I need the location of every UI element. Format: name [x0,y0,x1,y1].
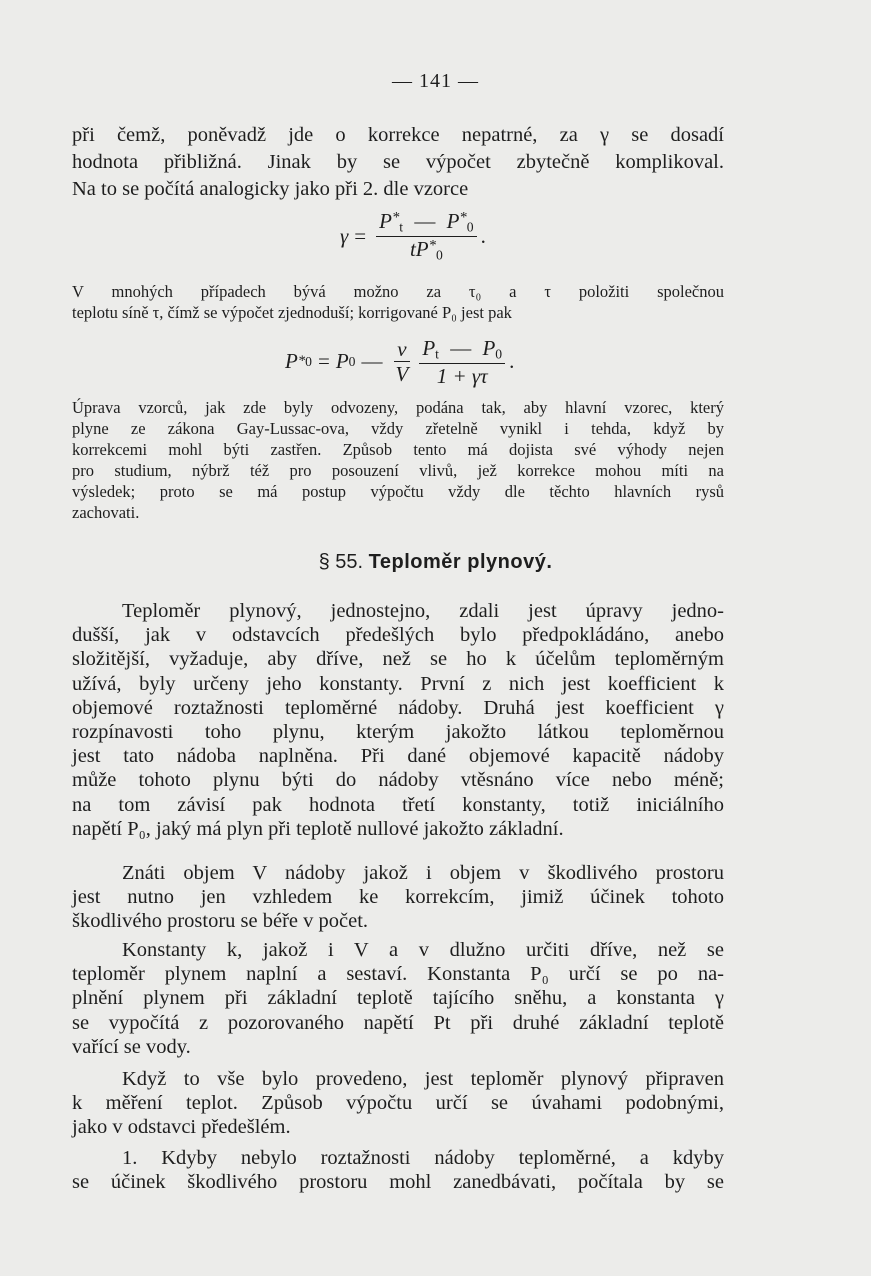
text-line: Na to se počítá analogicky jako při 2. dle vzorce [72,178,469,200]
symbol: P [422,336,436,360]
section-heading [0,551,871,574]
symbol: P [379,209,392,233]
text-line: Znáti objem V nádoby jakož i objem v škodlivého prostoru [122,862,724,884]
section-title: Teploměr plynový. [368,551,553,573]
symbol: P [482,336,496,360]
text-line: složitější, vyžaduje, aby dříve, než se ho k účelům teploměrným [72,648,724,671]
subscript: 0 [435,247,443,263]
text-line: jest tato nádoba naplněna. Při dané objemové kapacitě nádoby [72,745,724,768]
text-line: korrekcemi mohl býti zastřen. Způsob tento má dojista své výhody nejen [72,440,724,459]
text-line: jako v odstavci předešlém. [72,1116,291,1139]
formula-p0 [285,337,514,387]
text-line: objemové roztažnosti teploměrné nádoby. Druhá jest koefficient γ [72,696,724,719]
symbol: tP [409,236,429,261]
superscript: * [391,209,400,226]
paragraph-main-3 [72,938,724,1059]
text-line: může tohoto plynu býti do nádoby vtěsnáno více nebo méně; [72,769,724,792]
fraction-numerator [419,337,505,364]
text-line: na tom závisí pak hodnota třetí konstanty, totiž iniciálního [72,793,724,816]
superscript: * [459,209,467,226]
paragraph-main-5 [72,1146,724,1194]
text-line: Když to vše bylo provedeno, jest teploměr plynový připraven [122,1068,724,1090]
paragraph-small-2 [72,397,724,523]
text-line: napětí P₀, jaký má plyn při teplotě nullové jakožto základní. [72,817,564,840]
subscript: 0 [466,219,474,235]
text-line: zachovati. [72,503,140,522]
text-line: Úprava vzorců, jak zde byly odvozeny, podána tak, aby hlavní vzorec, který [72,398,724,417]
text-line: výsledek; proto se má postup výpočtu vždy dle těchto hlavních rysů [72,482,724,501]
text-line: plnění plynem při základní teplotě tajícího sněhu, a konstanta γ [72,987,724,1010]
text-line: při čemž, poněvadž jde o korrekce nepatrné, za γ se dosadí [72,124,724,146]
text-line: dušší, jak v odstavcích předešlých bylo předpokládáno, anebo [72,624,724,647]
text-line: Teploměr plynový, jednostejno, zdali jest úpravy jedno- [122,600,724,622]
subscript: 0 [305,353,312,369]
text-line: teplotu síně τ, čímž se výpočet zjednoduší; korrigované P₀ jest pak [72,303,512,322]
fraction-numerator [376,210,476,237]
formula-fraction [419,337,505,387]
formula-fraction [393,338,412,385]
text-line: rozpínavosti toho plynu, kterým jakožto látkou teploměrnou [72,721,724,744]
formula-period: . [480,223,486,248]
text-line: škodlivého prostoru se béře v počet. [72,910,369,933]
symbol: P [335,349,349,374]
paragraph-small-1 [72,281,724,323]
text-line: jest nutno jen vzhledem ke korrekcím, jimiž účinek tohoto [72,886,724,909]
text-line: 1. Kdyby nebylo roztažnosti nádoby teploměrné, a kdyby [122,1147,724,1169]
symbol: P [446,209,460,233]
text-line: k měření teplot. Způsob výpočtu určí se úvahami podobnými, [72,1092,724,1115]
minus-sign: — [361,349,383,374]
formula-period: . [509,349,515,374]
text-line: Konstanty k, jakož i V a v dlužno určiti dříve, než se [122,939,724,961]
formula-equals: = [354,223,367,248]
subscript: 0 [348,353,356,369]
subscript: t [435,346,439,362]
page-number: — 141 — [392,70,479,92]
paragraph-main-1 [72,599,724,841]
fraction-denominator: 1 + γτ [436,363,488,388]
fraction-denominator [407,237,446,263]
text-line: teploměr plynem naplní a sestaví. Konstanta P₀ určí se po na- [72,963,724,986]
superscript: * [297,353,306,370]
symbol: P [285,349,298,374]
formula-equals: = [318,349,330,374]
text-line: plyne ze zákona Gay-Lussac-ova, vždy zřetelně vynikl i tehda, když by [72,419,724,438]
section-number: § 55. [318,551,364,573]
minus-sign: — [450,336,472,360]
superscript: * [428,237,436,254]
fraction-denominator: V [395,362,409,387]
text-line: se vypočítá z pozorovaného napětí Pt při druhé základní teplotě [72,1011,724,1034]
text-line: užívá, byly určeny jeho konstanty. První z nich jest koefficient k [72,672,724,695]
minus-sign: — [414,209,436,233]
formula-lhs: γ [340,223,349,248]
text-line: V mnohých případech bývá možno za τ₀ a τ položiti společnou [72,282,724,301]
paragraph-main-4 [72,1067,724,1140]
formula-fraction [376,210,476,262]
formula-gamma [340,210,486,262]
paragraph-intro [72,122,724,203]
text-line: vařící se vody. [72,1035,191,1058]
paragraph-main-2 [72,861,724,934]
subscript: t [399,219,404,235]
subscript: 0 [495,346,503,362]
text-line: se účinek škodlivého prostoru mohl zanedbávati, počítala by se [72,1171,724,1194]
text-line: pro studium, nýbrž též pro posouzení vlivů, jež korrekce mohou míti na [72,461,724,480]
fraction-numerator: v [394,338,409,362]
text-line: hodnota přibližná. Jinak by se výpočet zbytečně komplikoval. [72,151,724,173]
